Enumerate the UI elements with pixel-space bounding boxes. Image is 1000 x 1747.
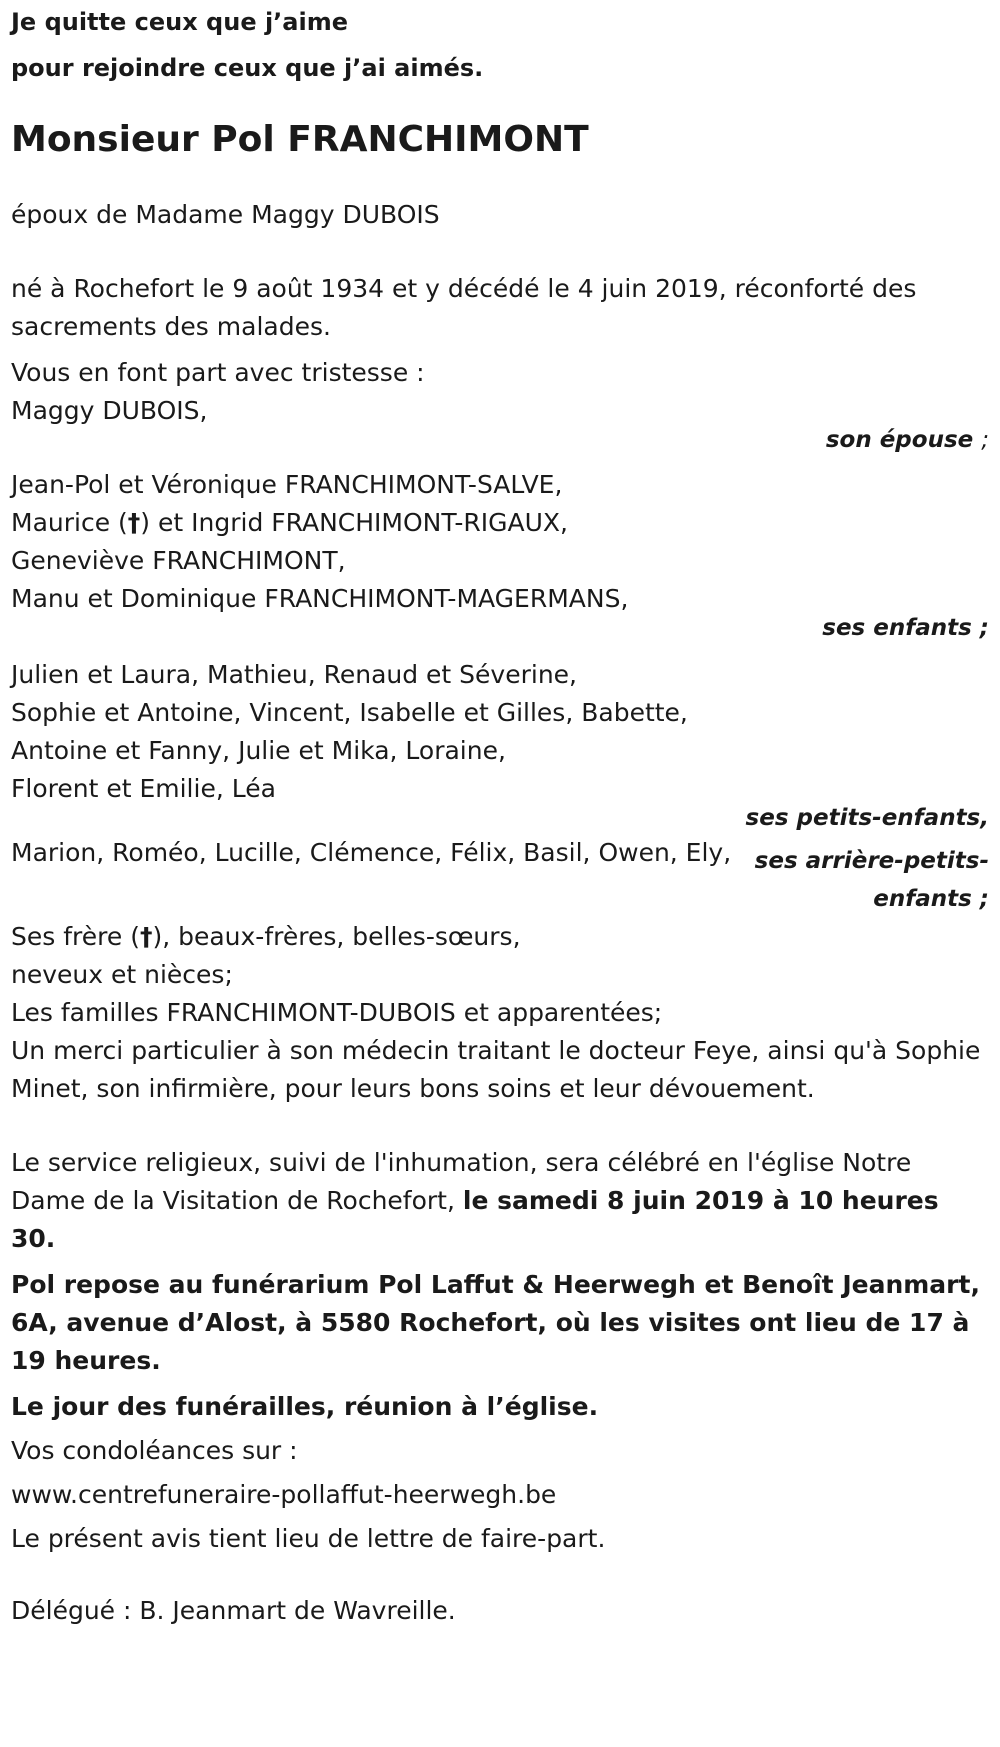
great-grandchildren-relation [749, 842, 989, 918]
grandchild-line-1: Julien et Laura, Mathieu, Renaud et Séverine, [11, 660, 578, 689]
epigraph-line-2: pour rejoindre ceux que j’ai aimés. [11, 54, 484, 82]
service-text [11, 1144, 989, 1258]
cross-icon: † [139, 922, 153, 951]
child-line-1: Jean-Pol et Véronique FRANCHIMONT-SALVE, [11, 470, 563, 499]
children-relation: ses enfants ; [822, 615, 989, 641]
deceased-name: Monsieur Pol FRANCHIMONT [11, 119, 589, 160]
grandchild-line-2: Sophie et Antoine, Vincent, Isabelle et Gilles, Babette, [11, 698, 688, 727]
child-line-4: Manu et Dominique FRANCHIMONT-MAGERMANS, [11, 584, 629, 613]
service-date: le samedi 8 juin 2019 à 10 heures 30. [11, 1186, 939, 1253]
siblings-line [11, 918, 989, 956]
website-link[interactable]: www.centrefuneraire-pollaffut-heerwegh.be [11, 1480, 557, 1509]
child-line-2-pre: Maurice ( [11, 508, 128, 537]
spouse-name: Maggy DUBOIS, [11, 396, 208, 425]
notice-text: Le présent avis tient lieu de lettre de faire-part. [11, 1524, 606, 1553]
grandchild-line-3: Antoine et Fanny, Julie et Mika, Loraine, [11, 736, 506, 765]
spouse-relation-semicolon: ; [981, 427, 989, 453]
siblings-post: ), beaux-frères, belles-sœurs, [152, 922, 521, 951]
service-text-plain: Le service religieux, suivi de l'inhumation, sera célébré en l'église Notre Dame de la Visitation de Rochefort, [11, 1148, 912, 1215]
great-grandchildren-row [11, 834, 989, 918]
grandchild-line-4: Florent et Emilie, Léa [11, 774, 276, 803]
family-section [11, 918, 989, 1108]
birth-death-text: né à Rochefort le 9 août 1934 et y décédé le 4 juin 2019, réconforté des sacrements des malades. [11, 274, 917, 341]
cross-icon: † [127, 508, 141, 537]
families-line: Les familles FRANCHIMONT-DUBOIS et apparentées; [11, 998, 663, 1027]
grandchildren-relation: ses petits-enfants, [745, 805, 989, 831]
reunion-text: Le jour des funérailles, réunion à l’église. [11, 1392, 599, 1421]
child-line-3: Geneviève FRANCHIMONT, [11, 546, 346, 575]
delegate-text: Délégué : B. Jeanmart de Wavreille. [11, 1596, 456, 1625]
child-line-2-post: ) et Ingrid FRANCHIMONT-RIGAUX, [140, 508, 568, 537]
great-grandchildren-names: Marion, Roméo, Lucille, Clémence, Félix, Basil, Owen, Ely, [11, 838, 732, 867]
spouse-relation-label: son épouse [825, 427, 974, 453]
great-grandchildren-relation-line-1: ses arrière-petits- [754, 848, 989, 874]
grandchildren-list [11, 656, 989, 808]
great-grandchildren-relation-line-2: enfants ; [873, 886, 989, 912]
epigraph [11, 0, 989, 90]
epigraph-line-1: Je quitte ceux que j’aime [11, 8, 349, 36]
thanks-text: Un merci particulier à son médecin traitant le docteur Feye, ainsi qu'à Sophie Minet, son infirmière, pour leurs bons soins et leur dévouement. [11, 1036, 981, 1103]
child-line-2 [11, 504, 989, 542]
siblings-pre: Ses frère ( [11, 922, 140, 951]
announce-intro: Vous en font part avec tristesse : [11, 358, 425, 387]
children-list [11, 466, 989, 618]
spouse-line: époux de Madame Maggy DUBOIS [11, 200, 440, 229]
obituary-notice [11, 0, 989, 1630]
repose-text: Pol repose au funérarium Pol Laffut & Heerwegh et Benoît Jeanmart, 6A, avenue d’Alost, à 5580 Rochefort, où les visites ont lieu de 17 à 19 heures. [11, 1270, 980, 1375]
condolences-label: Vos condoléances sur : [11, 1436, 298, 1465]
nephews-line: neveux et nièces; [11, 960, 233, 989]
